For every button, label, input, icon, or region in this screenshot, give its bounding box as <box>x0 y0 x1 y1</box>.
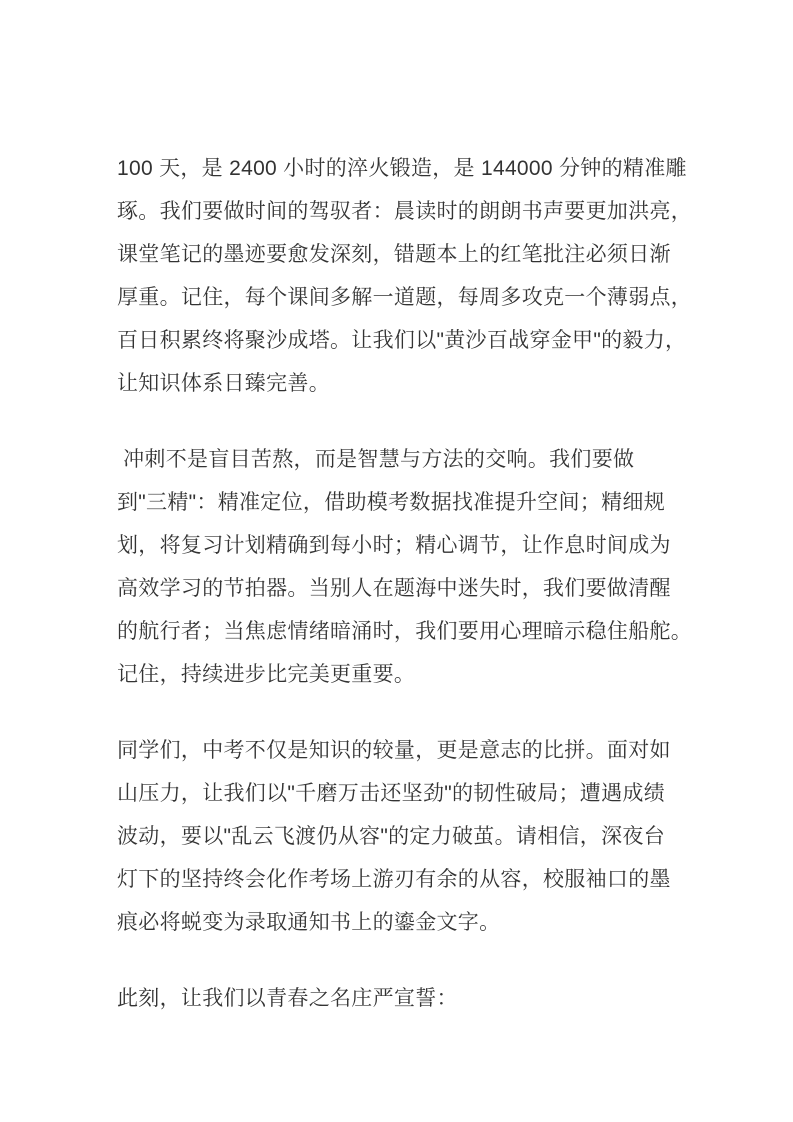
text-line: 让知识体系日臻完善。 <box>117 372 330 395</box>
text-line: 灯下的坚持终会化作考场上游刃有余的从容，校服袖口的墨 <box>117 868 671 891</box>
text-line: 百日积累终将聚沙成塔。让我们以"黄沙百战穿金甲"的毅力， <box>117 329 687 352</box>
paragraph-oath-intro <box>117 977 679 1020</box>
text-line: 波动，要以"乱云飞渡仍从容"的定力破茧。请相信，深夜台 <box>117 825 666 848</box>
text-line: 厚重。记住，每个课间多解一道题，每周多攻克一个薄弱点， <box>117 286 693 309</box>
text-line: 课堂笔记的墨迹要愈发深刻，错题本上的红笔批注必须日渐 <box>117 243 671 266</box>
paragraph-time-forging <box>117 147 693 405</box>
text-line: 的航行者；当焦虑情绪暗涌时，我们要用心理暗示稳住船舵。 <box>117 620 693 643</box>
text-line: 到"三精"：精准定位，借助模考数据找准提升空间；精细规 <box>117 491 666 514</box>
text-line: 痕必将蜕变为录取通知书上的鎏金文字。 <box>117 911 501 934</box>
text-line: 记住，持续进步比完美更重要。 <box>117 663 416 686</box>
text-line: 同学们，中考不仅是知识的较量，更是意志的比拼。面对如 <box>117 739 671 762</box>
document-content <box>117 147 693 1053</box>
text-line: 划，将复习计划精确到每小时；精心调节，让作息时间成为 <box>117 534 671 557</box>
text-line: 100 天，是 2400 小时的淬火锻造，是 144000 分钟的精准雕 <box>117 157 687 180</box>
text-line: 冲刺不是盲目苦熬，而是智慧与方法的交响。我们要做 <box>117 448 635 471</box>
text-line: 此刻，让我们以青春之名庄严宣誓： <box>117 987 458 1010</box>
paragraph-sprint-method <box>117 438 693 696</box>
text-line: 山压力，让我们以"千磨万击还坚劲"的韧性破局；遭遇成绩 <box>117 782 666 805</box>
text-line: 高效学习的节拍器。当别人在题海中迷失时，我们要做清醒 <box>117 577 671 600</box>
paragraph-willpower <box>117 729 679 944</box>
text-line: 琢。我们要做时间的驾驭者：晨读时的朗朗书声要更加洪亮， <box>117 200 693 223</box>
